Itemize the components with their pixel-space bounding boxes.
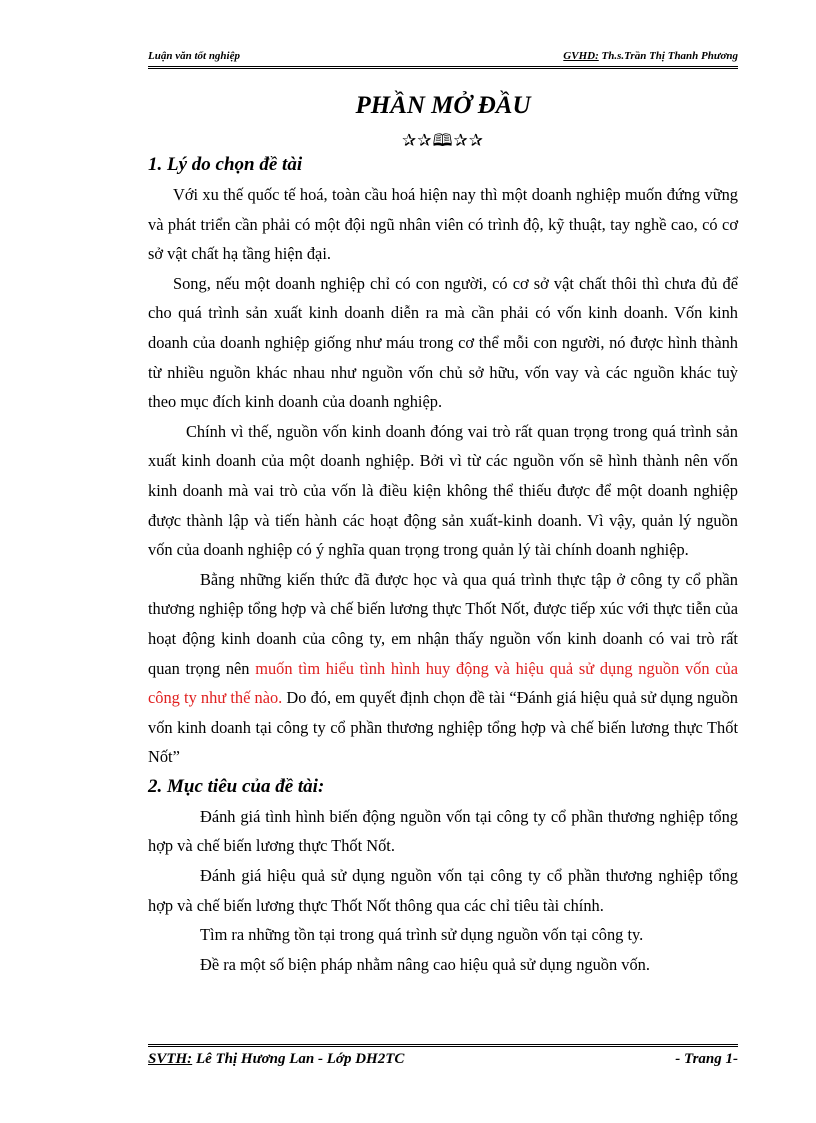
paragraph-4-highlight: muốn tìm hiểu tình hình huy động và hiệu quả sử dụng nguồn vốn của công ty như thế nào. (148, 658, 738, 708)
header-advisor (563, 50, 738, 62)
section-2-heading: 2. Mục tiêu của đề tài: (148, 775, 325, 797)
section-1-paragraph-3: Chính vì thế, nguồn vốn kinh doanh đóng vai trò rất quan trọng trong quá trình sản xuất kinh doanh của một doanh nghiệp. Bởi vì từ các nguồn vốn sẽ hình thành nên vốn kinh doanh mà vai trò của vốn là điều kiện không thể thiếu được để một doanh nghiệp được thành lập và tiến hành các hoạt động sản xuất-kinh doanh. Vì vậy, quản lý nguồn vốn của doanh nghiệp có ý nghĩa quan trọng trong quản lý tài chính doanh nghiệp. (148, 421, 738, 560)
page-footer (148, 1044, 738, 1071)
paragraph-4-text-b: Do đó, em quyết định chọn đề tài “Đánh giá hiệu quả sử dụng nguồn vốn kinh doanh tại công ty cổ phần thương nghiệp tổng hợp và chế biến lương thực Thốt Nốt” (148, 688, 739, 767)
ornament-stars-book-icon: ✰✰🕮✰✰ (401, 131, 485, 151)
section-1-paragraph-4 (148, 565, 738, 772)
section-2-paragraph-3: Tìm ra những tồn tại trong quá trình sử dụng nguồn vốn tại công ty. (200, 925, 644, 945)
header-thesis-label: Luận văn tốt nghiệp (148, 50, 240, 62)
header-advisor-name: Th.s.Trần Thị Thanh Phương (598, 50, 738, 62)
page-number: - Trang 1- (675, 1051, 738, 1067)
section-2-paragraph-4: Đề ra một số biện pháp nhằm nâng cao hiệu quả sử dụng nguồn vốn. (200, 954, 650, 974)
section-1-paragraph-1: Với xu thế quốc tế hoá, toàn cầu hoá hiện nay thì một doanh nghiệp muốn đứng vững và phát triển cần phải có một đội ngũ nhân viên có trình độ, kỹ thuật, tay nghề cao, có cơ sở vật chất hạ tầng hiện đại. (148, 185, 738, 264)
section-1-heading: 1. Lý do chọn đề tài (148, 154, 303, 175)
paragraph-4-text-a: Bằng những kiến thức đã được học và qua quá trình thực tập ở công ty cổ phần thương nghiệp tổng hợp và chế biến lương thực Thốt Nốt, được tiếp xúc với thực tiễn của hoạt động kinh doanh của công ty, em nhận thấy nguồn vốn kinh doanh có vai trò rất quan trọng nên (148, 569, 738, 678)
footer-student-name: Lê Thị Hương Lan - Lớp DH2TC (192, 1051, 405, 1067)
section-2-paragraph-2: Đánh giá hiệu quả sử dụng nguồn vốn tại công ty cổ phần thương nghiệp tổng hợp và chế biến lương thực Thốt Nốt thông qua các chỉ tiêu tài chính. (148, 866, 738, 915)
page-title: PHẦN MỞ ĐẦU (355, 92, 531, 119)
footer-student (148, 1051, 404, 1068)
section-1-paragraph-2: Song, nếu một doanh nghiệp chỉ có con người, có cơ sở vật chất thôi thì chưa đủ để cho quá trình sản xuất kinh doanh diễn ra mà cần phải có vốn kinh doanh. Vốn kinh doanh của doanh nghiệp giống như máu trong cơ thể mỗi con người, nó được hình thành từ nhiều nguồn khác nhau như nguồn vốn chủ sở hữu, vốn vay và các nguồn khác tuỳ theo mục đích kinh doanh của doanh nghiệp. (148, 273, 738, 412)
header-advisor-label: GVHD: (563, 50, 599, 62)
document-body (148, 150, 738, 979)
page-header (148, 48, 738, 69)
footer-student-label: SVTH: (148, 1051, 193, 1067)
section-2-paragraph-1: Đánh giá tình hình biến động nguồn vốn tại công ty cổ phần thương nghiệp tổng hợp và chế biến lương thực Thốt Nốt. (148, 806, 738, 856)
